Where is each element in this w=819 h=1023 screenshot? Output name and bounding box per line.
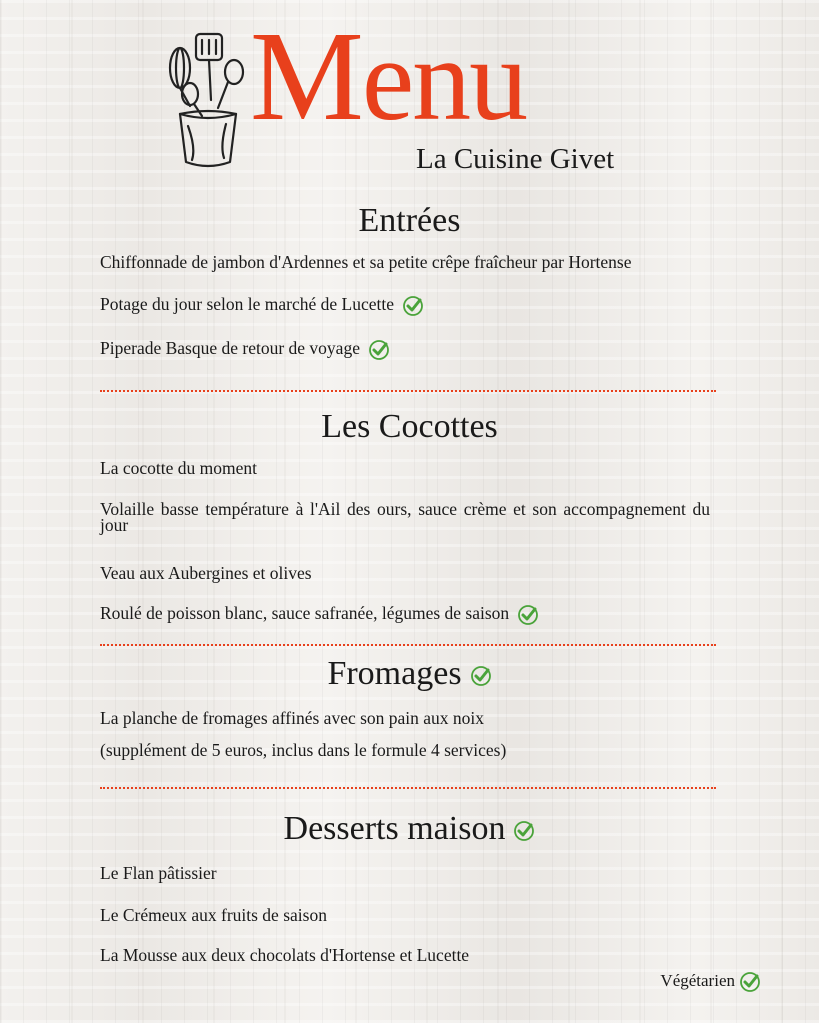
title-capital: M [250,5,362,147]
menu-item: La Mousse aux deux chocolats d'Hortense et Lucette [100,945,470,965]
menu-item: Potage du jour selon le marché de Lucette [100,294,424,317]
menu-item: La planche de fromages affinés avec son pain aux noix [100,708,485,728]
menu-item: (supplément de 5 euros, inclus dans le formule 4 services) [100,740,507,760]
vegetarian-check-icon [513,820,535,842]
menu-item: Le Flan pâtissier [100,863,217,883]
section-title-fromages: Fromages [0,655,819,693]
section-divider [100,644,716,646]
section-title-entrees: Entrées [358,202,461,239]
menu-item: Volaille basse température à l'Ail des ours, sauce crème et son accompagnement du jour [100,499,710,535]
vegetarian-check-icon [402,295,424,317]
menu-item: Roulé de poisson blanc, sauce safranée, légumes de saison [100,603,539,626]
legend-label: Végétarien [660,971,735,990]
vegetarian-check-icon [517,604,539,626]
section-title-cocottes: Les Cocottes [321,408,498,445]
title-rest: enu [361,14,527,145]
section-title-desserts: Desserts maison [0,810,819,848]
vegetarian-check-icon [470,665,492,687]
menu-item: Veau aux Aubergines et olives [100,563,312,583]
menu-item: La cocotte du moment [100,458,257,478]
vegetarian-legend [660,971,761,993]
vegetarian-check-icon [739,971,761,993]
restaurant-name: La Cuisine Givet [416,143,615,175]
section-divider [100,787,716,789]
menu-item: Piperade Basque de retour de voyage [100,338,390,361]
menu-item: Chiffonnade de jambon d'Ardennes et sa petite crêpe fraîcheur par Hortense [100,252,632,272]
kitchen-utensils-icon [166,30,250,172]
section-divider [100,390,716,392]
vegetarian-check-icon [368,339,390,361]
menu-title [250,5,527,147]
menu-item: Le Crémeux aux fruits de saison [100,905,327,925]
